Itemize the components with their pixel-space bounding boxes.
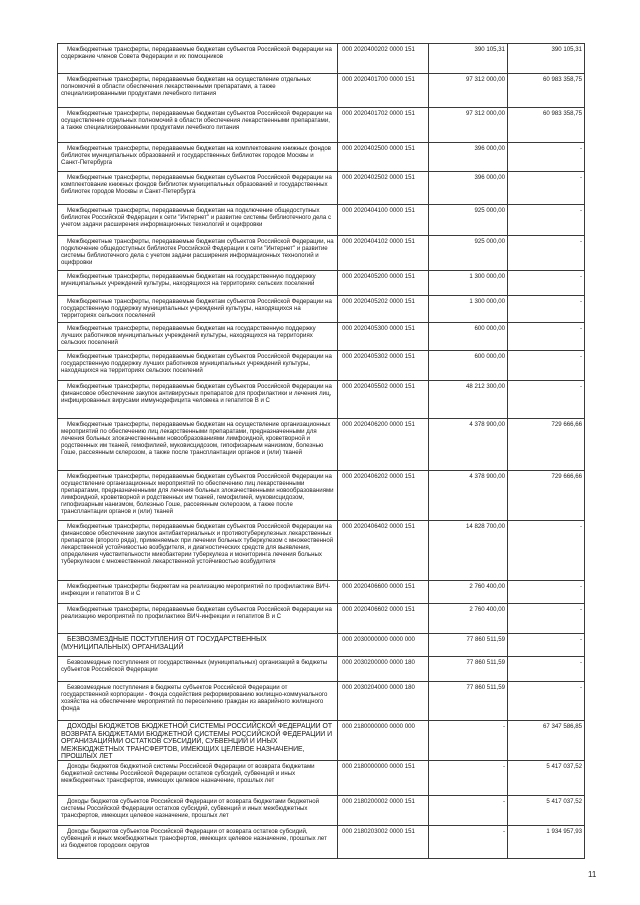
cell-code (338, 721, 429, 761)
cell-description (58, 581, 338, 604)
cell-amount-1-text: 925 000,00 (474, 207, 505, 214)
cell-code (338, 323, 429, 351)
cell-description-text: Межбюджетные трансферты, передаваемые бюджетам на осуществление организационных мероприятий по обеспечению лиц лекарственными препаратами, предназначенными для лечения больных злокачественными новообразованиями лимфоидной, кроветворной и родственных им тканей, гемофилией, муковисцидозом, гипофизарным нанизмом, болезнью Гоше, рассеянным склерозом, а также после трансплантации органов и (или) тканей (61, 421, 331, 456)
table-row (58, 271, 585, 296)
cell-code-text: 000 2020406200 0000 151 (342, 421, 415, 428)
cell-amount-1 (429, 44, 508, 74)
cell-amount-2 (508, 604, 585, 634)
cell-description-text: Межбюджетные трансферты, передаваемые бюджетам субъектов Российской Федерации на государственную поддержку лучших работников муниципальных учреждений культуры, находящихся на территориях сельских поселений (61, 353, 332, 374)
cell-description (58, 761, 338, 796)
cell-description (58, 657, 338, 682)
cell-code (338, 826, 429, 859)
cell-amount-2-text: 60 983 358,75 (543, 110, 582, 117)
cell-code (338, 521, 429, 581)
cell-code (338, 471, 429, 521)
cell-description-text: ДОХОДЫ БЮДЖЕТОВ БЮДЖЕТНОЙ СИСТЕМЫ РОССИЙСКОЙ ФЕДЕРАЦИИ ОТ ВОЗВРАТА БЮДЖЕТАМИ БЮДЖЕТНОЙ СИСТЕМЫ РОССИЙСКОЙ ФЕДЕРАЦИИ И ОРГАНИЗАЦИЯМИ ОСТАТКОВ СУБСИДИЙ, СУБВЕНЦИЙ И ИНЫХ МЕЖБЮДЖЕТНЫХ ТРАНСФЕРТОВ, ИМЕЮЩИХ ЦЕЛЕВОЕ НАЗНАЧЕНИЕ, ПРОШЛЫХ ЛЕТ (61, 723, 333, 760)
cell-code-text: 000 2020405302 0000 151 (342, 353, 415, 360)
cell-amount-2-text: 729 666,66 (551, 421, 582, 428)
cell-amount-1 (429, 351, 508, 381)
cell-amount-2-text: 5 417 037,52 (546, 763, 582, 770)
cell-amount-2-text: - (579, 659, 582, 666)
table-row (58, 761, 585, 796)
cell-amount-1 (429, 521, 508, 581)
cell-description (58, 381, 338, 419)
cell-amount-2 (508, 44, 585, 74)
cell-code-text: 000 2020406402 0000 151 (342, 523, 415, 530)
cell-amount-2-text: - (579, 298, 582, 305)
cell-amount-1 (429, 108, 508, 143)
cell-amount-2 (508, 271, 585, 296)
cell-code-text: 000 2020406602 0000 151 (342, 606, 415, 613)
table-row (58, 143, 585, 172)
cell-amount-1 (429, 721, 508, 761)
cell-description (58, 323, 338, 351)
cell-description-text: БЕЗВОЗМЕЗДНЫЕ ПОСТУПЛЕНИЯ ОТ ГОСУДАРСТВЕННЫХ (МУНИЦИПАЛЬНЫХ) ОРГАНИЗАЦИЙ (61, 636, 267, 651)
cell-amount-1-text: 600 000,00 (474, 325, 505, 332)
table-row (58, 657, 585, 682)
cell-code-text: 000 2020402500 0000 151 (342, 145, 415, 152)
cell-amount-2-text: - (579, 353, 582, 360)
cell-amount-1-text: 390 105,31 (474, 46, 505, 53)
cell-description-text: Безвозмездные поступления от государственных (муниципальных) организаций в бюджеты субъектов Российской Федерации (61, 659, 328, 673)
cell-amount-1-text: - (502, 763, 505, 770)
cell-amount-1 (429, 657, 508, 682)
cell-code-text: 000 2180203002 0000 151 (342, 828, 415, 835)
cell-code-text: 000 2020405300 0000 151 (342, 325, 415, 332)
cell-code-text: 000 2020406600 0000 151 (342, 583, 415, 590)
cell-amount-1-text: 396 000,00 (474, 174, 505, 181)
cell-amount-2 (508, 471, 585, 521)
cell-code (338, 143, 429, 172)
cell-code (338, 296, 429, 323)
cell-amount-1-text: 1 300 000,00 (469, 273, 505, 280)
cell-amount-2-text: - (579, 684, 582, 691)
cell-amount-2 (508, 657, 585, 682)
cell-description-text: Межбюджетные трансферты бюджетам на реализацию мероприятий по профилактике ВИЧ-инфекции и гепатитов B и C (61, 583, 331, 597)
cell-amount-2 (508, 521, 585, 581)
cell-amount-1 (429, 143, 508, 172)
cell-amount-1 (429, 761, 508, 796)
cell-code (338, 581, 429, 604)
cell-amount-2 (508, 296, 585, 323)
cell-code-text: 000 2020405202 0000 151 (342, 298, 415, 305)
table-row (58, 581, 585, 604)
cell-amount-2-text: 729 666,66 (551, 473, 582, 480)
cell-code (338, 604, 429, 634)
cell-description-text: Доходы бюджетов субъектов Российской Федерации от возврата остатков субсидий, субвенций и иных межбюджетных трансфертов, имеющих целевое назначение, прошлых лет из бюджетов городских округов (61, 828, 327, 849)
cell-description-text: Доходы бюджетов бюджетной системы Российской Федерации от возврата бюджетами бюджетной системы Российской Федерации остатков субсидий, субвенций и иных межбюджетных трансфертов, имеющих целевое назначение, прошлых лет (61, 763, 315, 784)
cell-amount-1 (429, 381, 508, 419)
cell-code-text: 000 2020404102 0000 151 (342, 238, 415, 245)
cell-description (58, 74, 338, 108)
table-row (58, 796, 585, 826)
cell-amount-2 (508, 143, 585, 172)
cell-description-text: Межбюджетные трансферты, передаваемые бюджетам субъектов Российской Федерации на финансовое обеспечение закупок антибактериальных и противотуберкулезных лекарственных препаратов (второго ряда), применяемых при лечении больных туберкулезом с множественной лекарственной устойчивостью возбудителя, и диагностических средств для выявления, определения чувствительности микобактерии туберкулеза и мониторинга лечения больных туберкулезом с множественной лекарственной устойчивостью возбудителя (61, 523, 334, 565)
cell-description (58, 271, 338, 296)
cell-description-text: Межбюджетные трансферты, передаваемые бюджетам субъектов Российской Федерации, на подключение общедоступных библиотек Российской Федерации к сети "Интернет" и развитие системы библиотечного дела с учетом задачи расширения информационных технологий и оцифровки (61, 238, 334, 266)
cell-code-text: 000 2020401700 0000 151 (342, 76, 415, 83)
cell-description-text: Межбюджетные трансферты, передаваемые бюджетам субъектов Российской Федерации на содержание членов Совета Федерации и их помощников (61, 46, 332, 60)
cell-description (58, 796, 338, 826)
cell-description (58, 604, 338, 634)
cell-code (338, 657, 429, 682)
cell-description-text: Межбюджетные трансферты, передаваемые бюджетам субъектов Российской Федерации на государственную поддержку муниципальных учреждений культуры, находящихся на территориях сельских поселений (61, 298, 332, 319)
cell-code-text: 000 2180200002 0000 151 (342, 798, 415, 805)
cell-amount-1 (429, 172, 508, 205)
table-row (58, 471, 585, 521)
cell-description (58, 826, 338, 859)
table-row (58, 826, 585, 859)
cell-amount-2 (508, 172, 585, 205)
table-row (58, 521, 585, 581)
cell-amount-1-text: 97 312 000,00 (466, 110, 505, 117)
cell-description-text: Межбюджетные трансферты, передаваемые бюджетам на государственную поддержку муниципальных учреждений культуры, находящихся на территориях сельских поселений (61, 273, 316, 287)
cell-amount-1-text: 77 860 511,59 (466, 636, 505, 643)
cell-amount-2 (508, 682, 585, 721)
cell-amount-1-text: 4 378 900,00 (469, 421, 505, 428)
table-row (58, 604, 585, 634)
cell-description-text: Межбюджетные трансферты, передаваемые бюджетам субъектов Российской Федерации на комплектование книжных фондов библиотек муниципальных образований и государственных библиотек городов Москвы и Санкт-Петербурга (61, 174, 332, 195)
table-row (58, 236, 585, 271)
table-body (58, 44, 585, 859)
cell-description-text: Межбюджетные трансферты, передаваемые бюджетам на государственную поддержку лучших работников муниципальных учреждений культуры, находящихся на территориях сельских поселений (61, 325, 316, 346)
cell-amount-2 (508, 419, 585, 471)
cell-amount-2-text: 1 934 957,93 (546, 828, 582, 835)
cell-amount-1-text: - (502, 828, 505, 835)
cell-description-text: Межбюджетные трансферты, передаваемые бюджетам на комплектование книжных фондов библиотек муниципальных образований и государственных библиотек городов Москвы и Санкт-Петербурга (61, 145, 331, 166)
cell-code-text: 000 2020406202 0000 151 (342, 473, 415, 480)
cell-amount-2-text: 390 105,31 (551, 46, 582, 53)
cell-amount-1 (429, 323, 508, 351)
cell-amount-1 (429, 796, 508, 826)
cell-description-text: Безвозмездные поступления в бюджеты субъектов Российской Федерации от государственной корпорации - Фонда содействия реформированию жилищно-коммунального хозяйства на обеспечение мероприятий по переселению граждан из аварийного жилищного фонда (61, 684, 328, 712)
cell-amount-2 (508, 323, 585, 351)
table-row (58, 44, 585, 74)
cell-amount-1 (429, 682, 508, 721)
cell-description (58, 44, 338, 74)
cell-amount-1-text: 77 860 511,59 (466, 659, 505, 666)
cell-amount-2-text: 67 347 586,85 (543, 723, 582, 730)
cell-code (338, 796, 429, 826)
table-row (58, 108, 585, 143)
page-number: 11 (588, 870, 597, 879)
cell-code (338, 634, 429, 657)
cell-amount-2-text: - (579, 636, 582, 643)
cell-code-text: 000 2180000000 0000 000 (342, 723, 415, 730)
cell-amount-1-text: 97 312 000,00 (466, 76, 505, 83)
cell-code (338, 381, 429, 419)
cell-amount-1-text: 2 760 400,00 (469, 606, 505, 613)
cell-amount-2-text: 5 417 037,52 (546, 798, 582, 805)
cell-amount-1 (429, 604, 508, 634)
cell-code (338, 236, 429, 271)
cell-amount-1-text: 925 000,00 (474, 238, 505, 245)
cell-description (58, 682, 338, 721)
cell-code-text: 000 2030200000 0000 180 (342, 659, 415, 666)
table-row (58, 721, 585, 761)
table-row (58, 634, 585, 657)
cell-code (338, 172, 429, 205)
table-row (58, 419, 585, 471)
table-row (58, 296, 585, 323)
cell-code-text: 000 2020404100 0000 151 (342, 207, 415, 214)
table-row (58, 172, 585, 205)
cell-description (58, 236, 338, 271)
cell-amount-2 (508, 205, 585, 236)
cell-description (58, 721, 338, 761)
cell-amount-2 (508, 761, 585, 796)
table-row (58, 74, 585, 108)
cell-description (58, 143, 338, 172)
cell-code (338, 419, 429, 471)
cell-code-text: 000 2020405502 0000 151 (342, 383, 415, 390)
cell-description (58, 351, 338, 381)
cell-description (58, 419, 338, 471)
cell-amount-1 (429, 236, 508, 271)
cell-amount-2-text: - (579, 207, 582, 214)
cell-code (338, 682, 429, 721)
cell-amount-1-text: 600 000,00 (474, 353, 505, 360)
cell-code (338, 271, 429, 296)
cell-amount-2-text: - (579, 383, 582, 390)
cell-amount-2-text: - (579, 523, 582, 530)
cell-amount-1 (429, 296, 508, 323)
budget-revenue-table (57, 43, 585, 859)
cell-amount-1-text: 14 828 700,00 (466, 523, 505, 530)
cell-code (338, 44, 429, 74)
cell-description (58, 634, 338, 657)
cell-code (338, 761, 429, 796)
cell-amount-2-text: - (579, 325, 582, 332)
cell-amount-2 (508, 581, 585, 604)
cell-amount-1 (429, 205, 508, 236)
cell-amount-1-text: 77 860 511,59 (466, 684, 505, 691)
cell-amount-1-text: 4 378 900,00 (469, 473, 505, 480)
cell-amount-2-text: - (579, 273, 582, 280)
cell-amount-2-text: - (579, 238, 582, 245)
cell-code (338, 74, 429, 108)
cell-amount-2-text: - (579, 174, 582, 181)
cell-description-text: Межбюджетные трансферты, передаваемые бюджетам субъектов Российской Федерации на осуществление организационных мероприятий по обеспечению лиц лекарственными препаратами, предназначенными для лечения больных злокачественными новообразованиями лимфоидной, кроветворной и родственных им тканей, гемофилией, муковисцидозом, гипофизарным нанизмом, болезнью Гоше, рассеянным склерозом, а также после трансплантации органов и (или) тканей (61, 473, 334, 515)
cell-code (338, 351, 429, 381)
cell-code-text: 000 2030000000 0000 000 (342, 636, 415, 643)
cell-amount-2 (508, 826, 585, 859)
cell-amount-2-text: - (579, 583, 582, 590)
cell-amount-1-text: - (502, 798, 505, 805)
cell-description (58, 296, 338, 323)
cell-code-text: 000 2020405200 0000 151 (342, 273, 415, 280)
table-row (58, 351, 585, 381)
cell-amount-1 (429, 74, 508, 108)
cell-amount-2 (508, 236, 585, 271)
cell-amount-2 (508, 108, 585, 143)
cell-amount-1-text: 2 760 400,00 (469, 583, 505, 590)
cell-code (338, 108, 429, 143)
cell-description (58, 108, 338, 143)
cell-code-text: 000 2030204000 0000 180 (342, 684, 415, 691)
cell-amount-1 (429, 271, 508, 296)
cell-description (58, 521, 338, 581)
cell-amount-2-text: - (579, 145, 582, 152)
cell-description-text: Межбюджетные трансферты, передаваемые бюджетам субъектов Российской Федерации на реализацию мероприятий по профилактике ВИЧ-инфекции и гепатитов B и C (61, 606, 332, 620)
cell-amount-1 (429, 634, 508, 657)
cell-amount-1-text: 396 000,00 (474, 145, 505, 152)
cell-amount-2 (508, 796, 585, 826)
cell-amount-1 (429, 581, 508, 604)
cell-description-text: Межбюджетные трансферты, передаваемые бюджетам субъектов Российской Федерации на осуществление отдельных полномочий в области обеспечения лекарственными препаратами, а также специализированными продуктами лечебного питания (61, 110, 332, 131)
cell-amount-1 (429, 826, 508, 859)
cell-description (58, 471, 338, 521)
cell-description (58, 172, 338, 205)
cell-code (338, 205, 429, 236)
cell-amount-2-text: 60 983 358,75 (543, 76, 582, 83)
cell-amount-1 (429, 471, 508, 521)
table-row (58, 381, 585, 419)
cell-description-text: Межбюджетные трансферты, передаваемые бюджетам на осуществление отдельных полномочий в области обеспечения лекарственными препаратами, а также специализированными продуктами лечебного питания (61, 76, 311, 97)
table-row (58, 323, 585, 351)
cell-amount-1-text: - (502, 723, 505, 730)
cell-description-text: Межбюджетные трансферты, передаваемые бюджетам субъектов Российской Федерации на финансовое обеспечение закупок антивирусных препаратов для профилактики и лечения лиц, инфицированных вирусами иммунодефицита человека и гепатитов B и C (61, 383, 332, 404)
cell-code-text: 000 2020400202 0000 151 (342, 46, 415, 53)
cell-description-text: Межбюджетные трансферты, передаваемые бюджетам на подключение общедоступных библиотек Российской Федерации к сети "Интернет" и развитие системы библиотечного дела с учетом задачи расширения информационных технологий и оцифровки (61, 207, 331, 228)
cell-amount-2-text: - (579, 606, 582, 613)
cell-amount-2 (508, 721, 585, 761)
cell-amount-1-text: 48 212 300,00 (466, 383, 505, 390)
cell-amount-2 (508, 74, 585, 108)
table-row (58, 205, 585, 236)
cell-description-text: Доходы бюджетов субъектов Российской Федерации от возврата бюджетами бюджетной системы Российской Федерации остатков субсидий, субвенций и иных межбюджетных трансфертов, имеющих целевое назначение, прошлых лет (61, 798, 320, 819)
cell-amount-1-text: 1 300 000,00 (469, 298, 505, 305)
cell-description (58, 205, 338, 236)
cell-code-text: 000 2020401702 0000 151 (342, 110, 415, 117)
cell-code-text: 000 2180000000 0000 151 (342, 763, 415, 770)
cell-amount-2 (508, 381, 585, 419)
table-row (58, 682, 585, 721)
cell-amount-1 (429, 419, 508, 471)
cell-amount-2 (508, 351, 585, 381)
cell-code-text: 000 2020402502 0000 151 (342, 174, 415, 181)
cell-amount-2 (508, 634, 585, 657)
